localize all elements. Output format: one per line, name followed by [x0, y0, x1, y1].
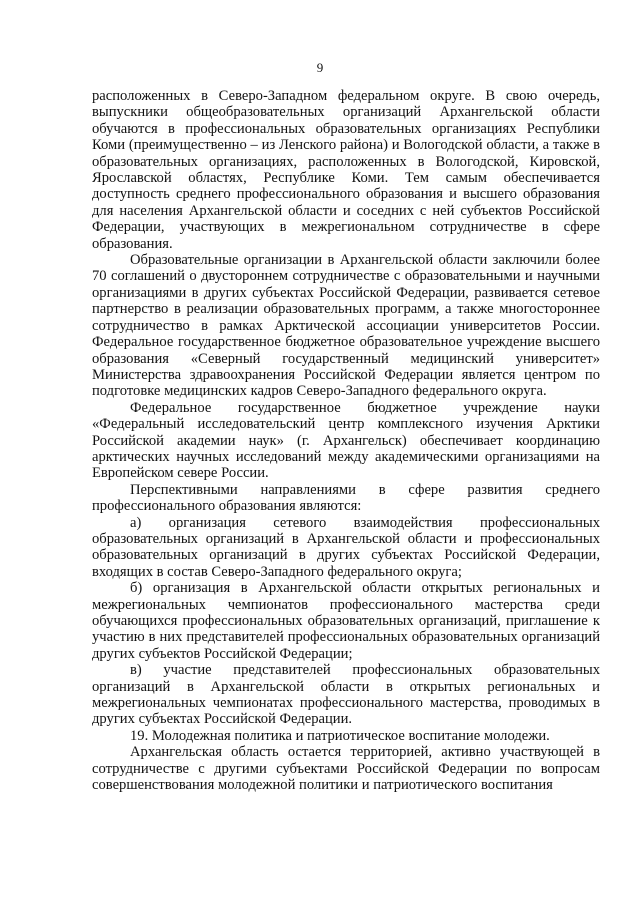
document-body [92, 88, 600, 793]
paragraph-youth-policy: Архангельская область остается территорией, активно участвующей в сотрудничестве с другими субъектами Российской Федерации по вопросам совершенствования молодежной политики и патриотического воспитания [92, 744, 600, 794]
paragraph-agreements: Образовательные организации в Архангельской области заключили более 70 соглашений о двустороннем сотрудничестве с образовательными и научными организациями в других субъектах Российской Федерации, развивается сетевое партнерство в реализации образовательных программ, а также многостороннее сотрудничество в рамках Арктической ассоциации университетов России. Федеральное государственное бюджетное образовательное учреждение высшего образования «Северный государственный медицинский университет» Министерства здравоохранения Российской Федерации является центром по подготовке медицинских кадров Северо-Западного федерального округа. [92, 252, 600, 400]
paragraph-directions-intro: Перспективными направлениями в сфере развития среднего профессионального образования являются: [92, 481, 600, 515]
page-number: 9 [316, 60, 324, 75]
list-item-a: а) организация сетевого взаимодействия профессиональных образовательных организаций в Архангельской области и профессиональных образовательных организаций в других субъектах Российской Федерации, входящих в состав Северо-Западного федерального округа; [92, 514, 600, 580]
paragraph-research-center: Федеральное государственное бюджетное учреждение науки «Федеральный исследовательский центр комплексного изучения Арктики Российской академии наук» (г. Архангельск) обеспечивает координацию арктических научных исследований между академическими организациями на Европейском севере России. [92, 399, 600, 482]
section-heading-19: 19. Молодежная политика и патриотическое воспитание молодежи. [130, 727, 550, 744]
paragraph-continuation: расположенных в Северо-Западном федеральном округе. В свою очередь, выпускники общеобразовательных организаций Архангельской области обучаются в профессиональных образовательных организациях Республики Коми (преимущественно – из Ленского района) и Вологодской области, а также в образовательных организациях, расположенных в Вологодской, Кировской, Ярославской областях, Республике Коми. Тем самым обеспечивается доступность среднего профессионального образования и высшего образования для населения Архангельской области и соседних с ней субъектов Российской Федерации, участвующих в межрегиональном сотрудничестве в сфере образования. [92, 88, 600, 252]
list-item-b: б) организация в Архангельской области открытых региональных и межрегиональных чемпионатов профессионального мастерства среди обучающихся профессиональных образовательных организаций, приглашение к участию в них представителей профессиональных образовательных организаций других субъектов Российской Федерации; [92, 580, 600, 662]
list-item-c: в) участие представителей профессиональных образовательных организаций в Архангельской области в открытых региональных и межрегиональных чемпионатах профессионального мастерства, проводимых в других субъектах Российской Федерации. [92, 662, 600, 728]
